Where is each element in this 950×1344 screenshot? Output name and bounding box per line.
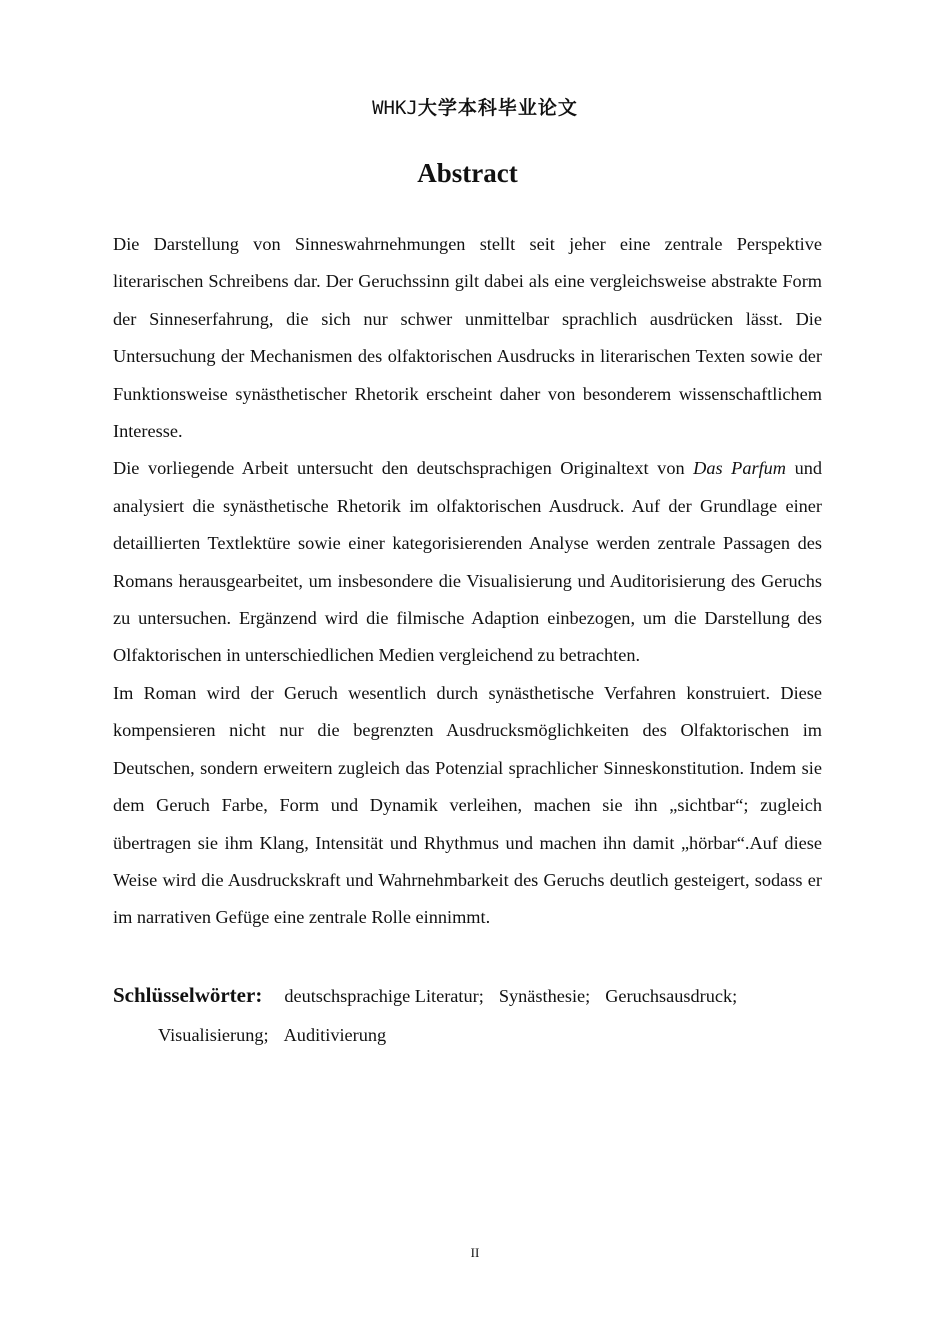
- keyword-item: Visualisierung;: [158, 1025, 269, 1045]
- header-thesis-label: 大学本科毕业论文: [417, 97, 578, 119]
- abstract-paragraph-1: Die Darstellung von Sinneswahrnehmungen stellt seit jeher eine zentrale Perspektive literarischen Schreibens dar. Der Geruchssinn gilt dabei als eine vergleichsweise abstrakte Form der Sinneserfahrung, die sich nur schwer unmittelbar sprachlich ausdrücken lässt. Die Untersuchung der Mechanismen des olfaktorischen Ausdrucks in literarischen Texten sowie der Funktionsweise synästhetischer Rhetorik erscheint daher von besonderem wissenschaftlichem Interesse.: [113, 234, 822, 442]
- abstract-paragraph-3: Im Roman wird der Geruch wesentlich durch synästhetische Verfahren konstruiert. Diese kompensieren nicht nur die begrenzten Ausdrucksmöglichkeiten des Olfaktorischen im Deutschen, sondern erweitern zugleich das Potenzial sprachlicher Sinneskonstitution. Indem sie dem Geruch Farbe, Form und Dynamik verleihen, machen sie ihn „sichtbar“; zugleich übertragen sie ihm Klang, Intensität und Rhythmus und machen ihn damit „hörbar“.Auf diese Weise wird die Ausdruckskraft und Wahrnehmbarkeit des Geruchs deutlich gesteigert, sodass er im narrativen Gefüge eine zentrale Rolle einnimmt.: [113, 682, 822, 928]
- page-number: II: [470, 1245, 480, 1260]
- abstract-paragraph-2: [113, 450, 822, 674]
- keywords-label: Schlüsselwörter:: [113, 983, 263, 1007]
- abstract-body: [113, 226, 822, 937]
- paragraph-2-text-end: und analysiert die synästhetische Rhetorik im olfaktorischen Ausdruck. Auf der Grundlage einer detaillierten Textlektüre sowie einer kategorisierenden Analyse werden zentrale Passagen des Romans herausgearbeitet, um insbesondere die Visualisierung und Auditorisierung des Geruchs zu untersuchen. Ergänzend wird die filmische Adaption einbezogen, um die Darstellung des Olfaktorischen in unterschiedlichen Medien vergleichend zu betrachten.: [113, 458, 822, 666]
- keyword-item: Geruchsausdruck;: [605, 986, 738, 1006]
- keywords-section: [113, 983, 833, 1046]
- header-university-code: WHKJ: [372, 97, 418, 119]
- keyword-item: deutschsprachige Literatur;: [284, 986, 484, 1006]
- running-header: [0, 93, 950, 120]
- keyword-item: Synästhesie;: [498, 986, 591, 1006]
- page-title: Abstract: [417, 158, 518, 188]
- novel-title: Das Parfum: [693, 458, 787, 479]
- paragraph-2-text-start: Die vorliegende Arbeit untersucht den deutschsprachigen Originaltext von: [113, 458, 694, 479]
- keyword-item: Auditivierung: [283, 1025, 387, 1045]
